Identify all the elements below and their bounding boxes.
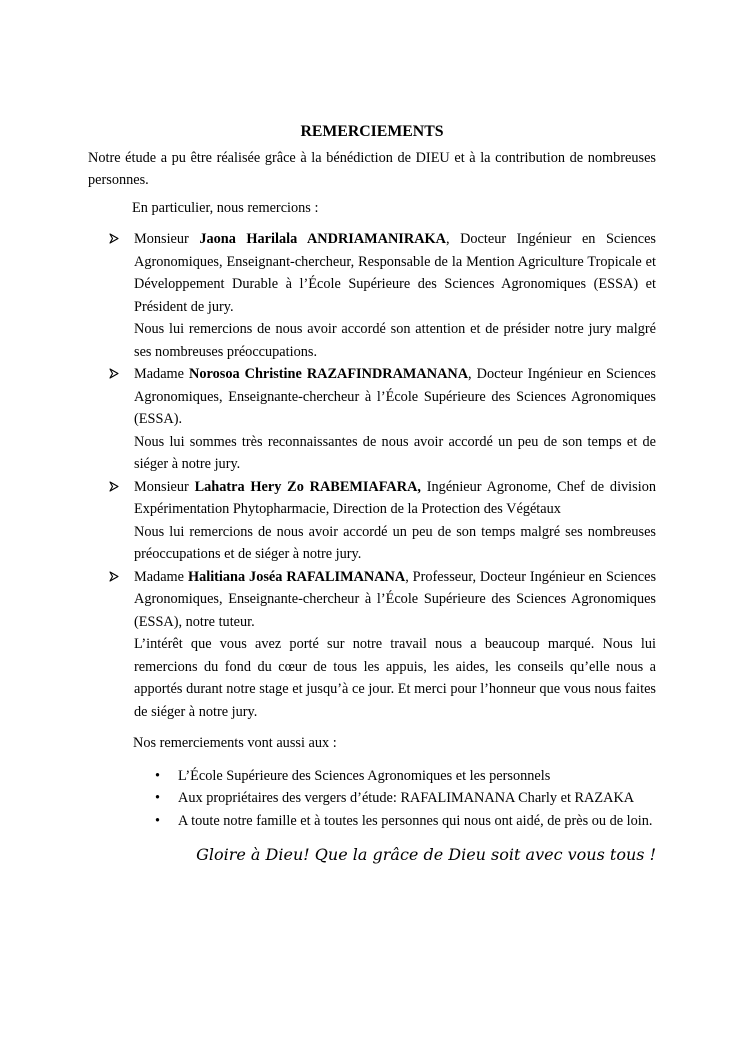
- thanks-message: Nous lui remercions de nous avoir accordé son attention et de présider notre jury malgré ses nombreuses préoccupations.: [134, 321, 656, 360]
- thanks-item-rabemiafara: [88, 476, 656, 566]
- also-item-text: A toute notre famille et à toutes les personnes qui nous ont aidé, de près ou de loin.: [178, 812, 653, 829]
- also-item: [88, 810, 656, 833]
- thanks-message: Nous lui sommes très reconnaissantes de nous avoir accordé un peu de son temps et de siéger à notre jury.: [134, 433, 656, 472]
- person-title: Monsieur: [134, 231, 189, 247]
- thanks-item-text: [134, 363, 656, 431]
- thanks-item-text: [134, 228, 656, 318]
- arrow-bullet-icon: [109, 228, 123, 251]
- arrow-bullet-icon: [109, 363, 123, 386]
- person-role: , Professeur, Docteur Ingénieur en Sciences Agronomiques, Enseignante-chercheur à l’École Supérieure des Sciences Agronomiques (ESSA), notre tuteur.: [134, 568, 657, 630]
- lead-paragraph: En particulier, nous remercions :: [132, 199, 319, 216]
- dot-bullet-icon: •: [155, 812, 161, 829]
- person-name: Jaona Harilala ANDRIAMANIRAKA: [199, 231, 446, 247]
- person-role: , Docteur Ingénieur en Sciences Agronomiques, Enseignante-chercheur à l’École Supérieure des Sciences Agronomiques (ESSA).: [134, 366, 656, 427]
- person-name: Lahatra Hery Zo RABEMIAFARA,: [194, 478, 421, 495]
- also-item-text: L’École Supérieure des Sciences Agronomiques et les personnels: [178, 767, 551, 784]
- also-item-text: Aux propriétaires des vergers d’étude: RAFALIMANANA Charly et RAZAKA: [178, 790, 635, 806]
- person-title: Madame: [134, 366, 185, 382]
- dot-bullet-icon: •: [155, 790, 161, 806]
- thanks-item-text: [134, 476, 656, 521]
- also-item: [88, 765, 656, 788]
- person-name: Norosoa Christine RAZAFINDRAMANANA: [189, 366, 469, 382]
- thanks-list: [88, 228, 656, 723]
- person-title: Madame: [134, 568, 185, 585]
- also-list: [88, 765, 656, 833]
- dot-bullet-icon: •: [155, 767, 161, 784]
- thanks-item-text: [134, 566, 656, 634]
- intro-paragraph: Notre étude a pu être réalisée grâce à la bénédiction de DIEU et à la contribution de nombreuses personnes.: [88, 149, 656, 188]
- person-title: Monsieur: [134, 478, 189, 495]
- thanks-item-rafalimanana: [88, 566, 656, 724]
- arrow-bullet-icon: [109, 566, 123, 589]
- page-title: REMERCIEMENTS: [300, 123, 444, 140]
- thanks-message: L’intérêt que vous avez porté sur notre travail nous a beaucoup marqué. Nous lui remercions du fond du cœur de tous les appuis, les aides, les conseils qu’elle nous a apportés durant notre stage et jusqu’à ce jour. Et merci pour l’honneur que vous nous faites de siéger à notre jury.: [134, 636, 656, 720]
- arrow-bullet-icon: [109, 476, 123, 499]
- closing-blessing: Gloire à Dieu! Que la grâce de Dieu soit avec vous tous !: [196, 845, 656, 864]
- document-page: [88, 121, 656, 883]
- thanks-item-andriamaniraka: [88, 228, 656, 363]
- also-item: [88, 787, 656, 810]
- thanks-item-razafindramanana: [88, 363, 656, 476]
- also-lead-paragraph: Nos remerciements vont aussi aux :: [133, 735, 337, 751]
- person-name: Halitiana Joséa RAFALIMANANA: [187, 568, 406, 585]
- thanks-message: Nous lui remercions de nous avoir accordé un peu de son temps malgré ses nombreuses préoccupations et de siéger à notre jury.: [134, 523, 656, 562]
- person-role: Ingénieur Agronome, Chef de division Expérimentation Phytopharmacie, Direction de la Protection des Végétaux: [134, 478, 656, 517]
- person-role: , Docteur Ingénieur en Sciences Agronomiques, Enseignant-chercheur, Responsable de la Mention Agriculture Tropicale et Développement Durable à l’École Supérieure des Sciences Agronomiques (ESSA) et Président de jury.: [134, 231, 656, 315]
